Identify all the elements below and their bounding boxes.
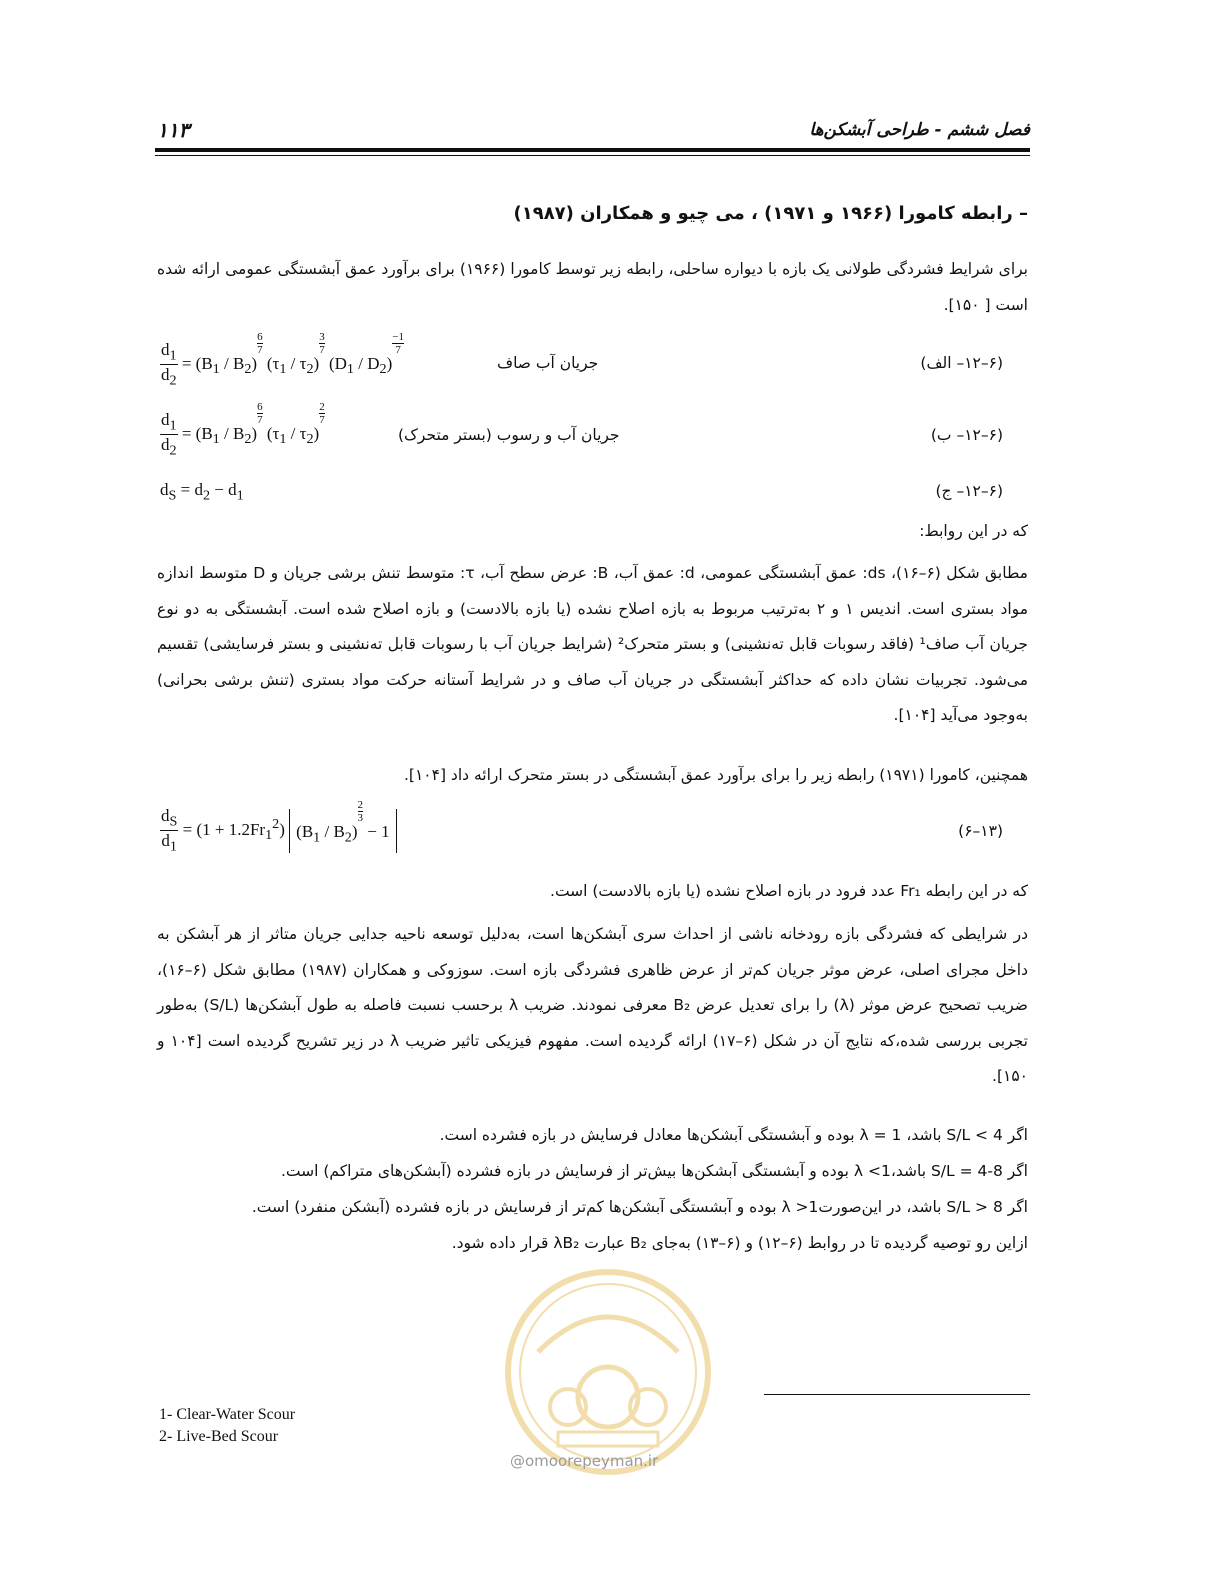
paragraph-definitions: مطابق شکل (۶–۱۶)، ds: عمق آبشستگی عمومی، d: عمق آب، B: عرض سطح آب، τ: متوسط تنش برشی جریان و D متوسط اندازه مواد بستری است. اندیس ۱ و ۲ به‌ترتیب مربوط به بازه اصلاح نشده (یا بازه بالادست) و بازه اصلاح شده است. آبشستگی به دو نوع جریان آب صاف¹ (فاقد رسوبات قابل ته‌نشینی) و بستر متحرک² (شرایط جریان آب با رسوبات قابل ته‌نشینی و بستر فرسایشی) تقسیم می‌شود. تجربیات نشان داده که حداکثر آبشستگی در جریان آب صاف و در شرایط آستانه حرکت مواد بستری (تنش برشی بحرانی) به‌وجود می‌آید [۱۰۴]. <box>157 564 1028 724</box>
equation-13: $\frac{d_S}{d_1}$ = $(1 + 1.2Fr_1^2)$ $(B_1 / B_2)$ $\frac{2}{3}$ − 1 <box>160 806 397 856</box>
equation-12b-label: (۶–۱۲– ب) <box>930 426 1003 444</box>
equation-12c-label: (۶–۱۲– ج) <box>935 482 1003 500</box>
footnote-rule <box>764 1394 1030 1395</box>
recommendation: ازاین رو توصیه گردیده تا در روابط (۶–۱۲) و (۶–۱۳) به‌جای B₂ عبارت λB₂ قرار داده شود. <box>451 1234 1028 1252</box>
equation-12b: $\frac{d_1}{d_2}$ = $(B_1 / B_2)$ $\frac{6}{7}$ $(\tau_1 / \tau_2)$ $\frac{2}{7}$ <box>161 400 325 459</box>
page-number: ۱۱۳ <box>157 118 190 142</box>
footnote-2: 2- Live-Bed Scour <box>159 1428 279 1445</box>
header-rule-thick <box>155 148 1030 152</box>
paragraph-suzuki: در شرایطی که فشردگی بازه رودخانه ناشی از احداث سری آبشکن‌ها است، به‌دلیل توسعه ناحیه جدایی جریان متاثر از هر آبشکن به داخل مجرای اصلی، عرض موثر جریان کم‌تر از عرض ظاهری فشردگی بازه است. سوزوکی و همکاران (۱۹۸۷) مطابق شکل (۶–۱۶)، ضریب تصحیح عرض موثر (λ) را برای تعدیل عرض B₂ معرفی نمودند. ضریب λ برحسب نسبت فاصله به طول آبشکن‌ها (S/L) به‌طور تجربی بررسی شده،که نتایج آن در شکل (۶–۱۷) ارائه گردیده است. مفهوم فیزیکی تاثیر ضریب λ در زیر تشریح گردیده است [۱۰۴ و ۱۵۰]. <box>157 925 1028 1085</box>
condition-3: اگر S/L > 8 باشد، در این‌صورت1< λ بوده و آبشستگی آبشکن‌ها کم‌تر از فرسایش در بازه فشرده (آبشکن منفرد) است. <box>251 1198 1028 1216</box>
equation-12a-desc: جریان آب صاف <box>497 354 599 372</box>
chapter-title: فصل ششم - طراحی آبشکن‌ها <box>809 120 1030 140</box>
condition-2: اگر S/L = 4-8 باشد،1> λ بوده و آبشستگی آبشکن‌ها بیش‌تر از فرسایش در بازه فشرده (آبشکن‌های متراکم) است. <box>280 1162 1028 1180</box>
paragraph-kamura-1971: همچنین، کامورا (۱۹۷۱) رابطه زیر را برای برآورد عمق آبشستگی در بستر متحرک ارائه داد [۱۰۴]. <box>403 766 1028 784</box>
watermark-url: @omoorepeyman.ir <box>510 1452 659 1470</box>
condition-1: اگر S/L < 4 باشد، λ = 1 بوده و آبشستگی آبشکن‌ها معادل فرسایش در بازه فشرده است. <box>439 1126 1028 1144</box>
equation-12b-desc: جریان آب و رسوب (بستر متحرک) <box>398 426 620 444</box>
equation-12a: $\frac{d_1}{d_2}$ = $(B_1 / B_2)$ $\frac{6}{7}$ $(\tau_1 / \tau_2)$ $\frac{3}{7}$ $(D_1 / D_2)$ $\frac{-1}{7}$ <box>161 330 404 389</box>
footnote-1: 1- Clear-Water Scour <box>159 1406 296 1423</box>
equation-12c: $d_S = d_2 - d_1$ <box>160 480 244 504</box>
equation-13-label: (۱۳–۶) <box>958 822 1003 840</box>
header-rule-thin <box>155 155 1030 156</box>
section-heading: – رابطه کامورا (۱۹۶۶ و ۱۹۷۱) ، می چیو و همکاران (۱۹۸۷) <box>513 203 1028 224</box>
watermark-logo-icon <box>498 1262 718 1482</box>
equation-12a-label: (۶–۱۲– الف) <box>920 354 1003 372</box>
paragraph-froude: که در این رابطه Fr₁ عدد فرود در بازه اصلاح نشده (یا بازه بالادست) است. <box>550 882 1028 900</box>
where-line: که در این روابط: <box>919 522 1028 540</box>
paragraph-intro: برای شرایط فشردگی طولانی یک بازه با دیواره ساحلی، رابطه زیر توسط کامورا (۱۹۶۶) برای برآورد عمق آبشستگی عمومی ارائه شده است [ ۱۵۰]. <box>157 260 1028 314</box>
